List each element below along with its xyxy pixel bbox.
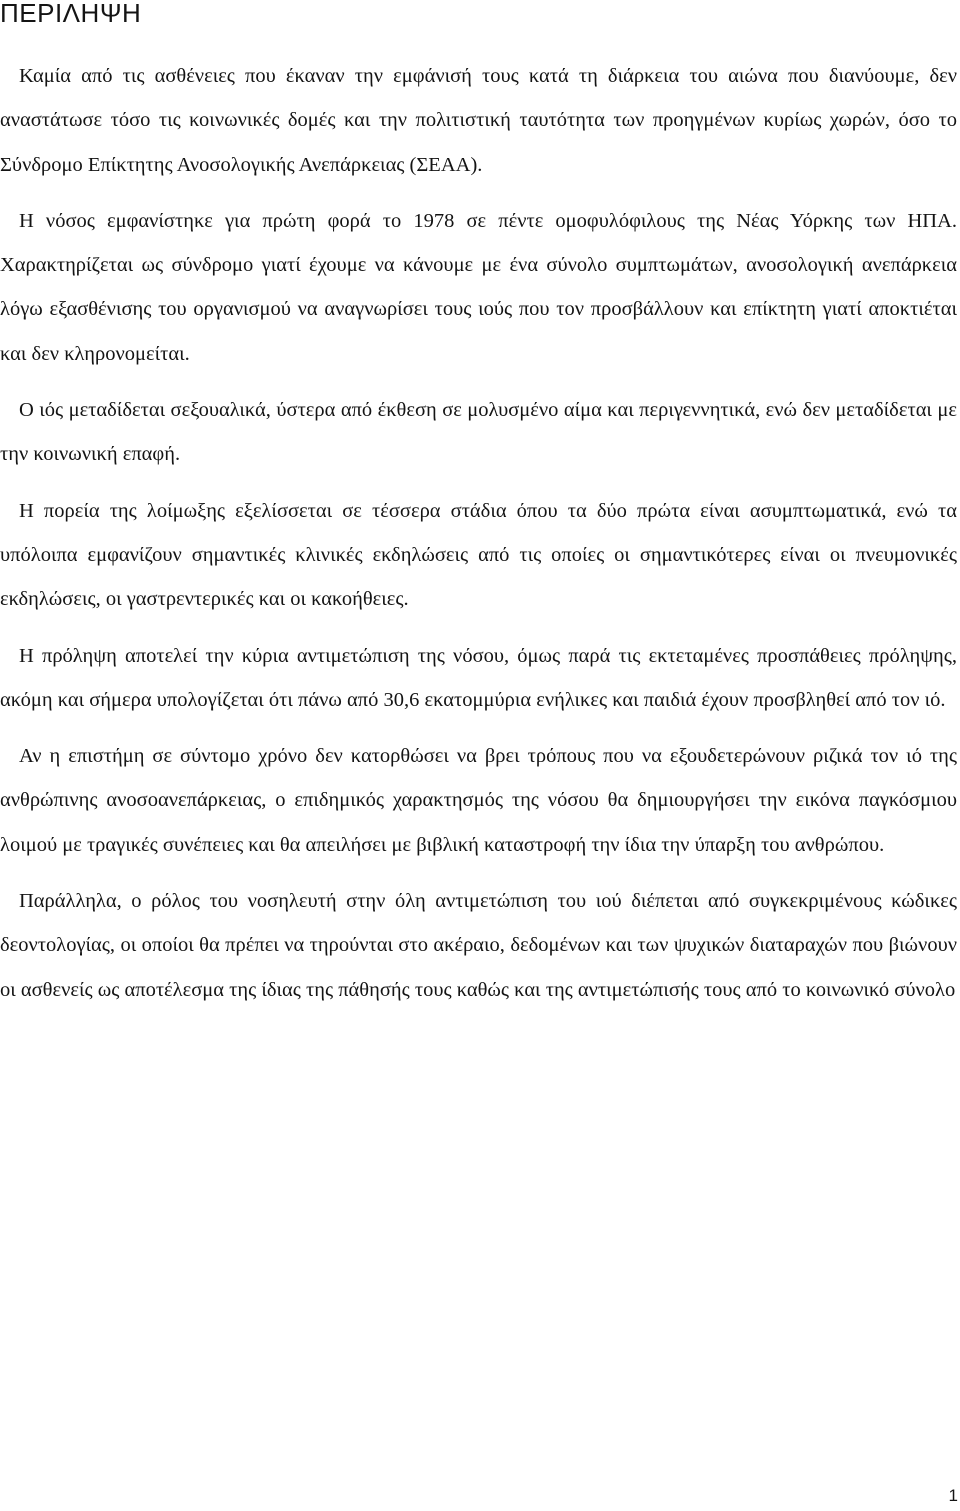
paragraph-5: Η πρόληψη αποτελεί την κύρια αντιμετώπιση της νόσου, όμως παρά τις εκτεταμένες προσπάθειες πρόληψης, ακόμη και σήμερα υπολογίζεται ότι πάνω από 30,6 εκατομμύρια ενήλικες και παιδιά έχουν προσβληθεί από τον ιό. <box>0 644 957 711</box>
paragraph-2: Η νόσος εμφανίστηκε για πρώτη φορά το 1978 σε πέντε ομοφυλόφιλους της Νέας Υόρκης των ΗΠΑ. Χαρακτηρίζεται ως σύνδρομο γιατί έχουμε να κάνουμε με ένα σύνολο συμπτωμάτων, ανοσολογική ανεπάρκεια λόγω εξασθένισης του οργανισμού να αναγνωρίσει τους ιούς που τον προσβάλλουν και επίκτητη γιατί αποκτιέται και δεν κληρονομείται. <box>0 209 957 365</box>
paragraph-6: Αν η επιστήμη σε σύντομο χρόνο δεν κατορθώσει να βρει τρόπους που να εξουδετερώνουν ριζικά τον ιό της ανθρώπινης ανοσοανεπάρκειας, ο επιδημικός χαρακτησμός της νόσου θα δημιουργήσει την εικόνα παγκόσμιου λοιμού με τραγικές συνέπειες και θα απειλήσει με βιβλική καταστροφή την ίδια την ύπαρξη του ανθρώπου. <box>0 745 957 856</box>
page-title: ΠΕΡΙΛΗΨΗ <box>0 0 142 28</box>
page-number: 1 <box>948 1486 958 1505</box>
paragraph-7: Παράλληλα, ο ρόλος του νοσηλευτή στην όλη αντιμετώπιση του ιού διέπεται από συγκεκριμένους κώδικες δεοντολογίας, οι οποίοι θα πρέπει να τηρούνται στο ακέραιο, δεδομένων και των ψυχικών διαταραχών που βιώνουν οι ασθενείς ως αποτέλεσμα της ίδιας της πάθησής τους καθώς και της αντιμετώπισής τους από το κοινωνικό σύνολο <box>0 890 957 1001</box>
paragraph-4: Η πορεία της λοίμωξης εξελίσσεται σε τέσσερα στάδια όπου τα δύο πρώτα είναι ασυμπτωματικά, ενώ τα υπόλοιπα εμφανίζουν σημαντικές κλινικές εκδηλώσεις από τις οποίες οι σημαντικότερες είναι οι πνευμονικές εκδηλώσεις, οι γαστρεντερικές και οι κακοήθειες. <box>0 499 957 611</box>
abstract-body <box>0 54 957 1024</box>
paragraph-1: Καμία από τις ασθένειες που έκαναν την εμφάνισή τους κατά τη διάρκεια του αιώνα που διανύουμε, δεν αναστάτωσε τόσο τις κοινωνικές δομές και την πολιτιστική ταυτότητα των προηγμένων κυρίως χωρών, όσο το Σύνδρομο Επίκτητης Ανοσολογικής Ανεπάρκειας (ΣΕΑΑ). <box>0 65 957 176</box>
paragraph-3: Ο ιός μεταδίδεται σεξουαλικά, ύστερα από έκθεση σε μολυσμένο αίμα και περιγεννητικά, ενώ δεν μεταδίδεται με την κοινωνική επαφή. <box>0 399 957 466</box>
